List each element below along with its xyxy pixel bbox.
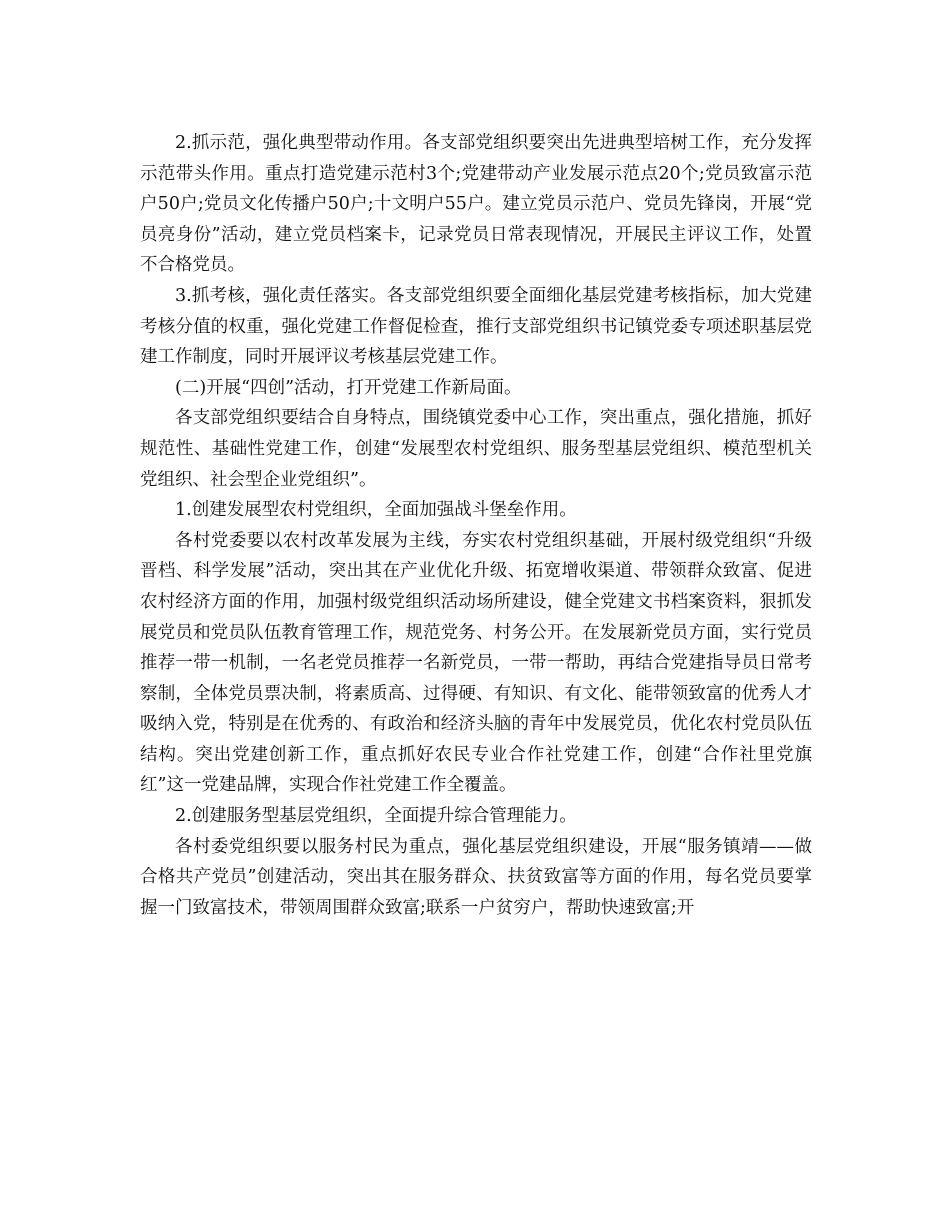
- section-heading-four-creations: (二)开展“四创”活动，打开党建工作新局面。: [175, 377, 522, 398]
- paragraph-demonstration: 2.抓示范，强化典型带动作用。各支部党组织要突出先进典型培树工作，充分发挥示范带头作用。重点打造党建示范村3个;党建带动产业发展示范点20个;党员致富示范户50户;党员文化传播户50户;十文明户55户。建立党员示范户、党员先锋岗，开展“党员亮身份”活动，建立党员档案卡，记录党员日常表现情况，开展民主评议工作，处置不合格党员。: [140, 133, 812, 276]
- paragraph-four-creations-intro: 各支部党组织要结合自身特点，围绕镇党委中心工作，突出重点，强化措施，抓好规范性、基础性党建工作，创建“发展型农村党组织、服务型基层党组织、模范型机关党组织、社会型企业党组织”。: [140, 408, 812, 490]
- paragraph-rural-party-organization: 各村党委要以农村改革发展为主线，夯实农村党组织基础，开展村级党组织“升级晋档、科学发展”活动，突出其在产业优化升级、拓宽增收渠道、带领群众致富、促进农村经济方面的作用，加强村级党组织活动场所建设，健全党建文书档案资料，狠抓发展党员和党员队伍教育管理工作，规范党务、村务公开。在发展新党员方面，实行党员推荐一带一机制，一名老党员推荐一名新党员，一带一帮助，再结合党建指导员日常考察制，全体党员票决制，将素质高、过得硬、有知识、有文化、能带领致富的优秀人才吸纳入党，特别是在优秀的、有政治和经济头脑的青年中发展党员，优化农村党员队伍结构。突出党建创新工作，重点抓好农民专业合作社党建工作，创建“合作社里党旗红”这一党建品牌，实现合作社党建工作全覆盖。: [140, 530, 812, 796]
- document-body: [140, 128, 812, 923]
- subheading-service-party-organization: 2.创建服务型基层党组织，全面提升综合管理能力。: [175, 806, 577, 827]
- paragraph-service-party-organization: 各村委党组织要以服务村民为重点，强化基层党组织建设，开展“服务镇靖——做合格共产党员”创建活动，突出其在服务群众、扶贫致富等方面的作用，每名党员要掌握一门致富技术，带领周围群众致富;联系一户贫穷户，帮助快速致富;开: [140, 836, 812, 918]
- subheading-rural-party-organization: 1.创建发展型农村党组织，全面加强战斗堡垒作用。: [175, 500, 577, 521]
- paragraph-assessment: 3.抓考核，强化责任落实。各支部党组织要全面细化基层党建考核指标，加大党建考核分值的权重，强化党建工作督促检查，推行支部党组织书记镇党委专项述职基层党建工作制度，同时开展评议考核基层党建工作。: [140, 285, 812, 368]
